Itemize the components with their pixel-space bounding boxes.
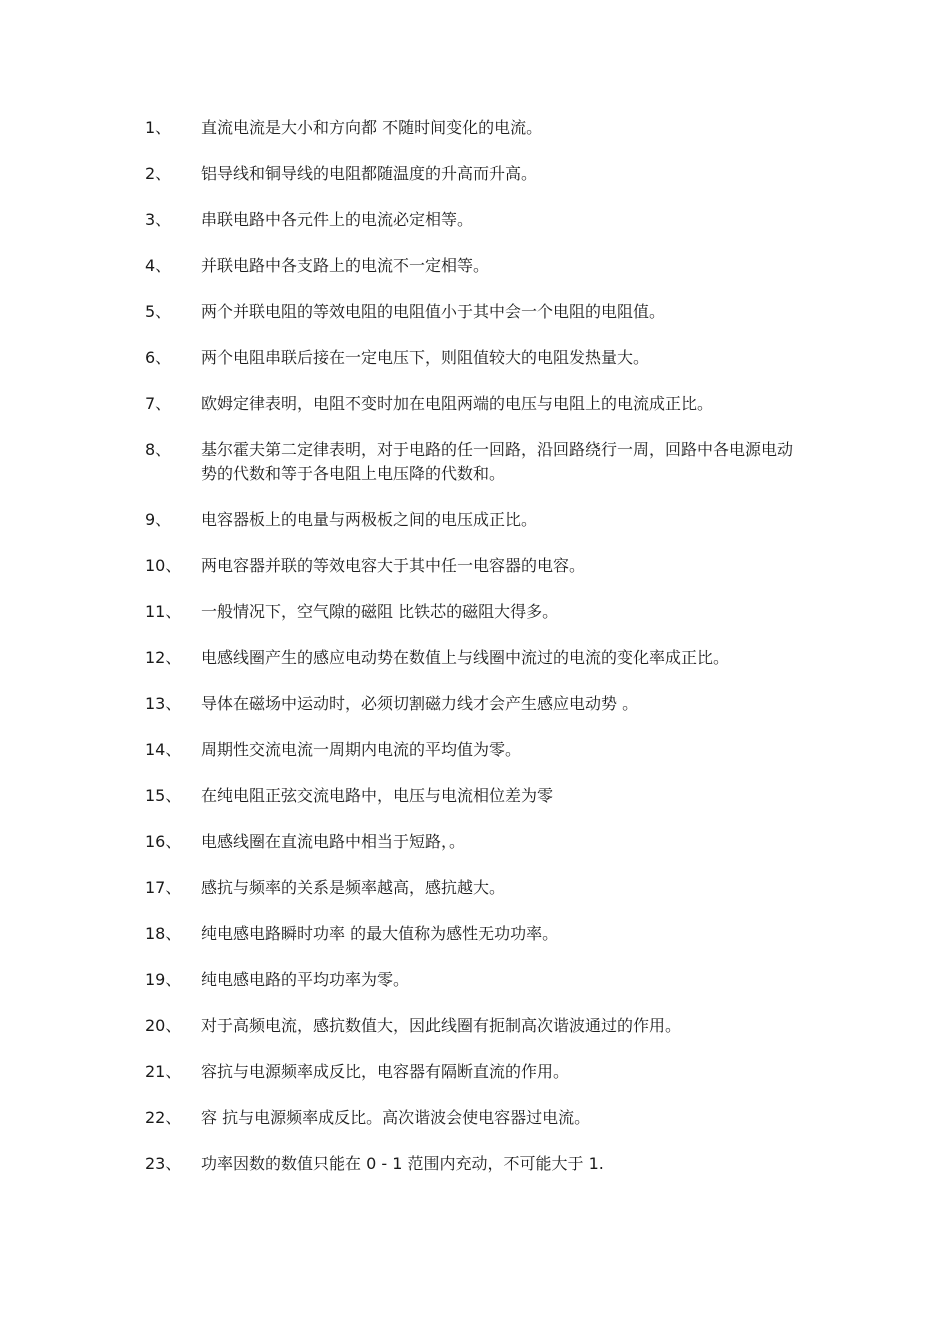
statement-number: 4、 bbox=[145, 256, 172, 275]
statement-number: 16、 bbox=[145, 832, 182, 851]
statement-text: 并联电路中各支路上的电流不一定相等。 bbox=[201, 256, 490, 275]
statement-item bbox=[145, 508, 825, 532]
statement-item bbox=[145, 208, 825, 232]
statement-text: 铝导线和铜导线的电阻都随温度的升高而升高。 bbox=[201, 164, 538, 183]
statement-text: 周期性交流电流一周期内电流的平均值为零。 bbox=[201, 740, 522, 759]
statement-text: 欧姆定律表明，电阻不变时加在电阻两端的电压与电阻上的电流成正比。 bbox=[201, 394, 714, 413]
statement-text: 串联电路中各元件上的电流必定相等。 bbox=[201, 210, 474, 229]
statement-item bbox=[145, 1014, 825, 1038]
statement-item bbox=[145, 738, 825, 762]
statement-item bbox=[145, 438, 825, 486]
statement-item bbox=[145, 968, 825, 992]
statement-item bbox=[145, 784, 825, 808]
statement-number: 19、 bbox=[145, 970, 182, 989]
statement-number: 2、 bbox=[145, 164, 172, 183]
statement-number: 1、 bbox=[145, 118, 172, 137]
statement-number: 22、 bbox=[145, 1108, 182, 1127]
statement-item bbox=[145, 830, 825, 854]
statement-list bbox=[145, 116, 825, 1198]
statement-text: 两个电阻串联后接在一定电压下，则阻值较大的电阻发热量大。 bbox=[201, 348, 650, 367]
statement-text: 纯电感电路的平均功率为零。 bbox=[201, 970, 410, 989]
statement-item bbox=[145, 876, 825, 900]
statement-number: 18、 bbox=[145, 924, 182, 943]
statement-number: 12、 bbox=[145, 648, 182, 667]
statement-text: 两个并联电阻的等效电阻的电阻值小于其中会一个电阻的电阻值。 bbox=[201, 302, 666, 321]
statement-number: 7、 bbox=[145, 394, 172, 413]
statement-text: 感抗与频率的关系是频率越高，感抗越大。 bbox=[201, 878, 506, 897]
statement-text: 容抗与电源频率成反比，电容器有隔断直流的作用。 bbox=[201, 1062, 570, 1081]
statement-number: 20、 bbox=[145, 1016, 182, 1035]
statement-text: 电感线圈产生的感应电动势在数值上与线圈中流过的电流的变化率成正比。 bbox=[201, 648, 730, 667]
statement-item bbox=[145, 1106, 825, 1130]
statement-text: 在纯电阻正弦交流电路中，电压与电流相位差为零 bbox=[201, 786, 554, 805]
statement-item bbox=[145, 922, 825, 946]
statement-item bbox=[145, 392, 825, 416]
statement-text: 对于高频电流，感抗数值大，因此线圈有扼制高次谐波通过的作用。 bbox=[201, 1016, 682, 1035]
statement-number: 10、 bbox=[145, 556, 182, 575]
statement-item bbox=[145, 162, 825, 186]
statement-item bbox=[145, 254, 825, 278]
statement-number: 14、 bbox=[145, 740, 182, 759]
statement-text: 导体在磁场中运动时，必须切割磁力线才会产生感应电动势 。 bbox=[201, 694, 639, 713]
statement-number: 21、 bbox=[145, 1062, 182, 1081]
statement-text: 基尔霍夫第二定律表明，对于电路的任一回路，沿回路绕行一周，回路中各电源电动势的代数和等于各电阻上电压降的代数和。 bbox=[201, 440, 794, 483]
statement-item bbox=[145, 300, 825, 324]
statement-text: 电容器板上的电量与两极板之间的电压成正比。 bbox=[201, 510, 538, 529]
statement-text: 功率因数的数值只能在 0 - 1 范围内充动，不可能大于 1. bbox=[201, 1154, 604, 1173]
statement-number: 13、 bbox=[145, 694, 182, 713]
statement-item bbox=[145, 692, 825, 716]
statement-text: 容 抗与电源频率成反比。高次谐波会使电容器过电流。 bbox=[201, 1108, 591, 1127]
statement-item bbox=[145, 116, 825, 140]
statement-item bbox=[145, 1060, 825, 1084]
statement-number: 15、 bbox=[145, 786, 182, 805]
statement-number: 17、 bbox=[145, 878, 182, 897]
statement-item bbox=[145, 600, 825, 624]
statement-number: 8、 bbox=[145, 440, 172, 459]
statement-number: 23、 bbox=[145, 1154, 182, 1173]
statement-item bbox=[145, 1152, 825, 1176]
statement-text: 一般情况下，空气隙的磁阻 比铁芯的磁阻大得多。 bbox=[201, 602, 559, 621]
statement-number: 5、 bbox=[145, 302, 172, 321]
statement-text: 纯电感电路瞬时功率 的最大值称为感性无功功率。 bbox=[201, 924, 559, 943]
statement-text: 电感线圈在直流电路中相当于短路，。 bbox=[201, 832, 466, 851]
statement-item bbox=[145, 554, 825, 578]
statement-text: 直流电流是大小和方向都 不随时间变化的电流。 bbox=[201, 118, 543, 137]
statement-number: 3、 bbox=[145, 210, 172, 229]
statement-number: 11、 bbox=[145, 602, 182, 621]
statement-text: 两电容器并联的等效电容大于其中任一电容器的电容。 bbox=[201, 556, 586, 575]
statement-number: 9、 bbox=[145, 510, 172, 529]
statement-item bbox=[145, 646, 825, 670]
statement-number: 6、 bbox=[145, 348, 172, 367]
statement-item bbox=[145, 346, 825, 370]
